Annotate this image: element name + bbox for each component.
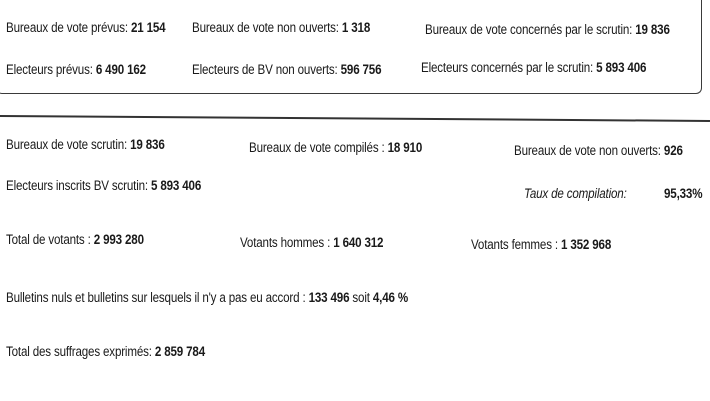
summary-box: [0, 0, 702, 94]
suffrages-exprimes-value: 2 859 784: [154, 344, 205, 359]
bv-non-ouverts-top: [192, 20, 370, 35]
bv-prevus: [6, 20, 165, 35]
bulletins-nuls-connector: soit: [352, 290, 370, 305]
bv-compiles-label: Bureaux de vote compilés :: [249, 140, 385, 155]
electeurs-bv-non-ouverts: [192, 62, 381, 77]
bv-compiles-value: 18 910: [387, 140, 423, 155]
electeurs-concernes-label: Electeurs concernés par le scrutin:: [421, 60, 594, 75]
bv-compiles: [249, 140, 422, 155]
suffrages-exprimes: [6, 344, 205, 359]
bv-non-ouverts: [514, 143, 683, 158]
bv-non-ouverts-top-value: 1 318: [341, 20, 371, 35]
votants-femmes-value: 1 352 968: [561, 237, 612, 252]
bv-scrutin-value: 19 836: [130, 137, 165, 152]
votants-hommes: [240, 235, 383, 250]
bv-prevus-value: 21 154: [130, 20, 166, 35]
bulletins-nuls: [6, 290, 408, 305]
bv-non-ouverts-top-label: Bureaux de vote non ouverts:: [192, 20, 339, 35]
section-divider: [0, 115, 710, 122]
votants-hommes-value: 1 640 312: [333, 235, 384, 250]
electeurs-prevus-label: Electeurs prévus:: [6, 62, 93, 77]
electeurs-concernes: [421, 60, 646, 75]
votants-femmes: [471, 237, 611, 252]
electeurs-bv-non-ouverts-value: 596 756: [340, 62, 382, 77]
total-votants-value: 2 993 280: [93, 232, 144, 247]
bv-concernes-label: Bureaux de vote concernés par le scrutin:: [425, 22, 633, 37]
electeurs-bv-non-ouverts-label: Electeurs de BV non ouverts:: [192, 62, 338, 77]
suffrages-exprimes-label: Total des suffrages exprimés:: [6, 344, 152, 359]
total-votants-label: Total de votants :: [6, 232, 91, 247]
bulletins-nuls-label: Bulletins nuls et bulletins sur lesquels il n'y a pas eu accord :: [6, 290, 306, 305]
taux-compilation-value: 95,33%: [664, 186, 703, 201]
bv-concernes: [425, 22, 670, 37]
bv-non-ouverts-label: Bureaux de vote non ouverts:: [514, 143, 661, 158]
bv-prevus-label: Bureaux de vote prévus:: [6, 20, 128, 35]
bv-scrutin-label: Bureaux de vote scrutin:: [6, 137, 128, 152]
electeurs-inscrits-value: 5 893 406: [151, 178, 202, 193]
electeurs-prevus: [6, 62, 146, 77]
electeurs-concernes-value: 5 893 406: [596, 60, 647, 75]
bv-scrutin: [6, 137, 165, 152]
votants-femmes-label: Votants femmes :: [471, 237, 558, 252]
bulletins-nuls-value: 133 496: [308, 290, 350, 305]
electeurs-inscrits: [6, 178, 201, 193]
votants-hommes-label: Votants hommes :: [240, 235, 331, 250]
electeurs-inscrits-label: Electeurs inscrits BV scrutin:: [6, 178, 148, 193]
total-votants: [6, 232, 144, 247]
bv-concernes-value: 19 836: [635, 22, 670, 37]
taux-compilation-value-wrap: [664, 186, 702, 201]
bulletins-nuls-percent: 4,46 %: [372, 290, 408, 305]
taux-compilation: [524, 186, 627, 201]
bv-non-ouverts-value: 926: [663, 143, 683, 158]
taux-compilation-label: Taux de compilation:: [524, 186, 627, 201]
electeurs-prevus-value: 6 490 162: [95, 62, 146, 77]
